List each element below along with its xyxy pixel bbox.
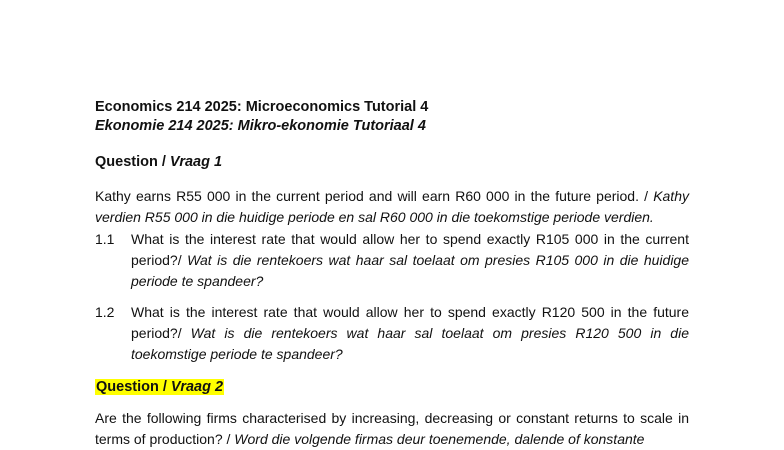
subquestion-number: 1.2 — [95, 304, 115, 320]
question-1-heading-en: Question / — [95, 154, 170, 170]
question-2-heading — [95, 377, 689, 397]
question-2-highlight — [95, 379, 224, 395]
question-1-intro-en: Kathy earns R55 000 in the current period and will earn R60 000 in the future period. / — [95, 188, 654, 204]
subquestion-text-af: Wat is die rentekoers wat haar sal toelaat om presies R105 000 in die huidige periode te spandeer? — [131, 252, 690, 289]
subquestion-1-1 — [95, 229, 689, 292]
question-2-intro-en: Are the following firms characterised by increasing, decreasing or constant returns to scale in terms of production? / — [95, 410, 689, 447]
subquestion-number: 1.1 — [95, 231, 115, 247]
subquestion-text — [131, 229, 689, 292]
subquestion-text-af: Wat is die rentekoers wat haar sal toelaat om presies R120 500 in die toekomstige periode te spandeer? — [131, 325, 689, 362]
question-2-heading-en: Question / — [96, 379, 171, 395]
subquestion-text — [131, 302, 689, 365]
question-1-intro — [95, 186, 689, 228]
document-title-afrikaans: Ekonomie 214 2025: Mikro-ekonomie Tutoriaal 4 — [95, 118, 426, 134]
document-body — [95, 98, 689, 450]
question-2-intro-af: Word die volgende firmas deur toenemende, dalende of konstante — [234, 431, 645, 447]
subquestion-text-en: What is the interest rate that would allow her to spend exactly R105 000 in the current period?/ — [131, 231, 689, 268]
question-1-heading-af: Vraag 1 — [169, 154, 223, 170]
document-title-english: Economics 214 2025: Microeconomics Tutorial 4 — [95, 99, 429, 115]
question-2-intro — [95, 408, 689, 450]
subquestion-text-en: What is the interest rate that would allow her to spend exactly R120 500 in the future period?/ — [131, 304, 689, 341]
question-2-heading-af: Vraag 2 — [170, 379, 224, 395]
question-1-heading — [95, 152, 689, 172]
question-1-intro-af: Kathy verdien R55 000 in die huidige periode en sal R60 000 in die toekomstige periode verdien. — [95, 188, 689, 225]
subquestion-1-2 — [95, 302, 689, 365]
